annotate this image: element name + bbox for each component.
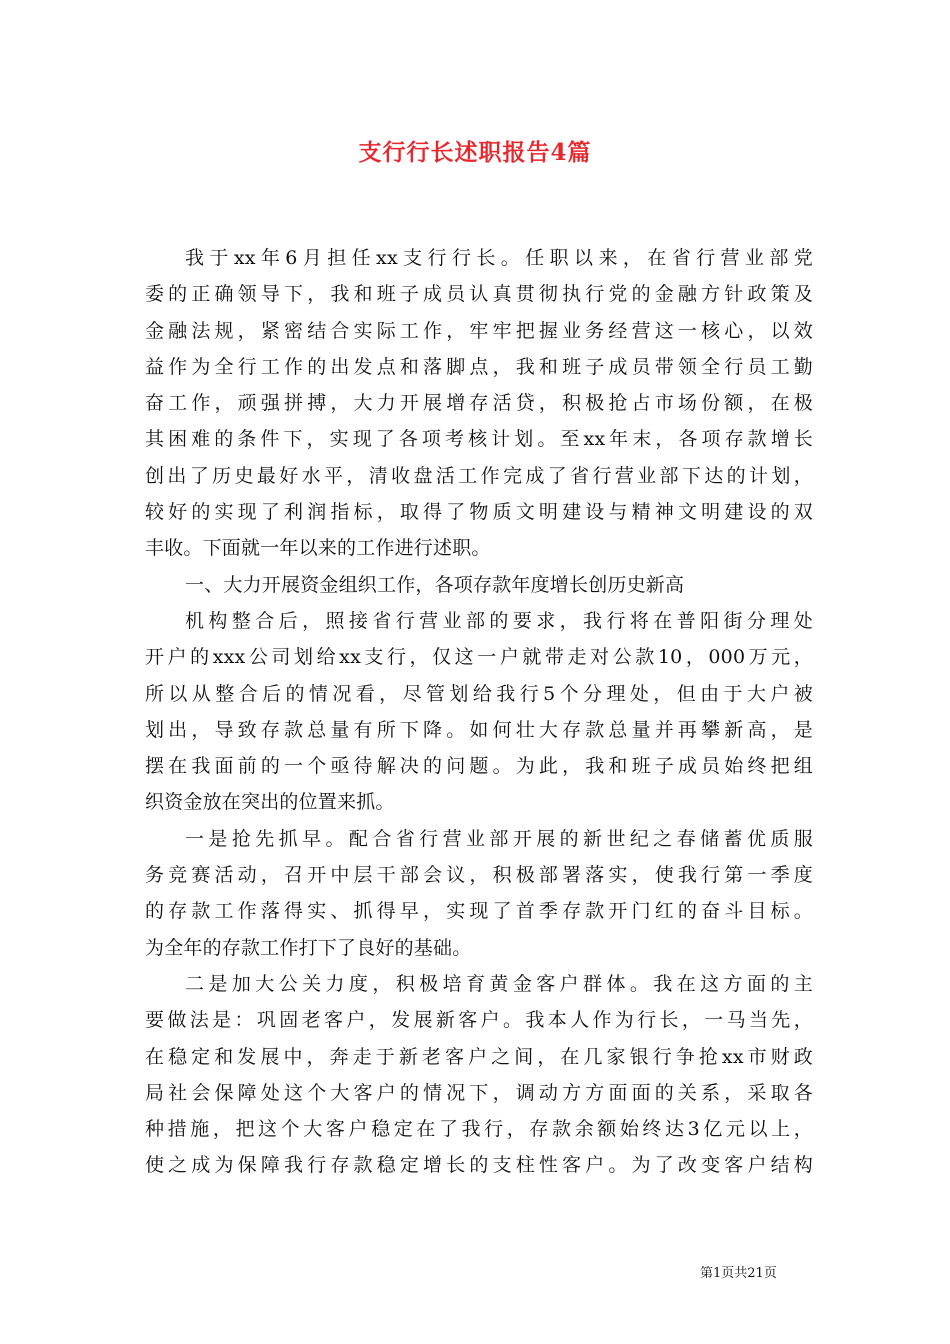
text-line: 开户的xxx公司划给xx支行，仅这一户就带走对公款10，000万元，: [145, 646, 813, 669]
text-line: 务竞赛活动，召开中层干部会议，积极部署落实，使我行第一季度: [145, 864, 813, 887]
text-line: 委的正确领导下，我和班子成员认真贯彻执行党的金融方针政策及: [145, 283, 813, 306]
text-line: 织资金放在突出的位置来抓。: [145, 791, 395, 814]
text-line: 要做法是：巩固老客户，发展新客户。我本人作为行长，一马当先，: [145, 1009, 813, 1032]
text-line: 在稳定和发展中，奔走于新老客户之间，在几家银行争抢xx市财政: [145, 1045, 813, 1068]
text-line: 使之成为保障我行存款稳定增长的支柱性客户。为了改变客户结构: [145, 1154, 813, 1177]
text-line: 所以从整合后的情况看，尽管划给我行5个分理处，但由于大户被: [145, 682, 813, 705]
page-title: 支行行长述职报告4篇: [358, 139, 592, 166]
page-number: 第1页共21页: [700, 1266, 777, 1281]
text-line: 创出了历史最好水平，清收盘活工作完成了省行营业部下达的计划，: [145, 464, 813, 487]
text-line: 一、大力开展资金组织工作，各项存款年度增长创历史新高: [185, 573, 685, 596]
text-line: 二是加大公关力度，积极培育黄金客户群体。我在这方面的主: [185, 972, 813, 995]
text-line: 其困难的条件下，实现了各项考核计划。至xx年末，各项存款增长: [145, 428, 813, 451]
text-line: 我于xx年6月担任xx支行行长。任职以来，在省行营业部党: [185, 247, 813, 269]
text-line: 的存款工作落得实、抓得早，实现了首季存款开门红的奋斗目标。: [145, 900, 813, 923]
text-line: 奋工作，顽强拼搏，大力开展增存活贷，积极抢占市场份额，在极: [145, 392, 813, 415]
text-line: 为全年的存款工作打下了良好的基础。: [145, 936, 472, 959]
text-line: 局社会保障处这个大客户的情况下，调动方方面面的关系，采取各: [145, 1081, 813, 1104]
text-line: 益作为全行工作的出发点和落脚点，我和班子成员带领全行员工勤: [145, 355, 813, 378]
text-line: 摆在我面前的一个亟待解决的问题。为此，我和班子成员始终把组: [145, 755, 813, 778]
document-body: [145, 240, 813, 1184]
text-line: 机构整合后，照接省行营业部的要求，我行将在普阳街分理处: [185, 609, 813, 632]
text-line: 一是抢先抓早。配合省行营业部开展的新世纪之春储蓄优质服: [185, 827, 813, 850]
text-line: 较好的实现了利润指标，取得了物质文明建设与精神文明建设的双: [145, 501, 813, 524]
text-line: 金融法规，紧密结合实际工作，牢牢把握业务经营这一核心，以效: [145, 319, 813, 342]
text-line: 划出，导致存款总量有所下降。如何壮大存款总量并再攀新高，是: [145, 718, 813, 741]
text-line: 丰收。下面就一年以来的工作进行述职。: [145, 537, 491, 560]
text-line: 种措施，把这个大客户稳定在了我行，存款余额始终达3亿元以上，: [145, 1118, 813, 1141]
